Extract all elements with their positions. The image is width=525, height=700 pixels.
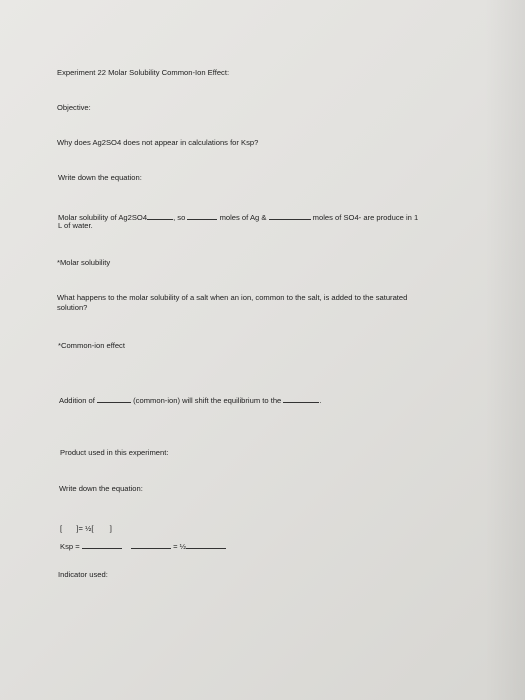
addition-line: [59, 394, 322, 406]
answer-blank[interactable]: [97, 394, 131, 403]
shift-equilibrium-text: (common-ion) will shift the equilibrium to the: [133, 396, 282, 405]
write-equation-heading-1: Write down the equation:: [58, 173, 142, 182]
molar-solubility-text: Molar solubility of Ag2SO4: [58, 213, 148, 222]
moles-so4-text: moles of SO4- are produce in 1: [312, 213, 419, 222]
ksp-label: Ksp =: [60, 542, 80, 551]
answer-blank[interactable]: [82, 540, 122, 549]
common-ion-bullet: *Common-ion effect: [58, 341, 125, 350]
question-common-ion-line1: What happens to the molar solubility of a salt when an ion, common to the salt, is added to the saturated: [57, 293, 408, 302]
liter-of-water-text: L of water.: [58, 221, 93, 230]
molar-solubility-bullet: *Molar solubility: [57, 258, 111, 267]
molar-solubility-line: [58, 211, 418, 223]
close-bracket-equals: ]=: [76, 524, 83, 533]
product-used-label: Product used in this experiment:: [60, 448, 169, 457]
indicator-used-label: Indicator used:: [58, 570, 108, 579]
equals-half-text: = ½: [173, 542, 187, 551]
answer-blank[interactable]: [269, 211, 311, 220]
answer-blank[interactable]: [283, 394, 322, 405]
answer-blank[interactable]: [131, 540, 171, 549]
answer-blank[interactable]: [186, 540, 226, 549]
bracket-equation: [60, 524, 112, 534]
moles-ag-text: moles of Ag &: [219, 213, 267, 222]
close-bracket-2: ]: [109, 524, 112, 533]
objective-heading: Objective:: [57, 103, 91, 112]
question-common-ion-line2: solution?: [57, 303, 88, 312]
addition-of-text: Addition of: [59, 396, 95, 405]
open-bracket-1: [: [60, 524, 63, 533]
question-ksp: Why does Ag2SO4 does not appear in calculations for Ksp?: [57, 138, 259, 147]
ksp-line: [60, 540, 226, 552]
paper-shading: [485, 0, 525, 700]
answer-blank[interactable]: [147, 211, 173, 220]
answer-blank[interactable]: [187, 211, 217, 220]
half-open-bracket: ½[: [85, 524, 94, 533]
period-text: .: [319, 396, 322, 405]
write-equation-heading-2: Write down the equation:: [59, 484, 143, 493]
worksheet-title: Experiment 22 Molar Solubility Common-Ion Effect:: [57, 68, 230, 77]
so-text: , so: [173, 213, 186, 222]
